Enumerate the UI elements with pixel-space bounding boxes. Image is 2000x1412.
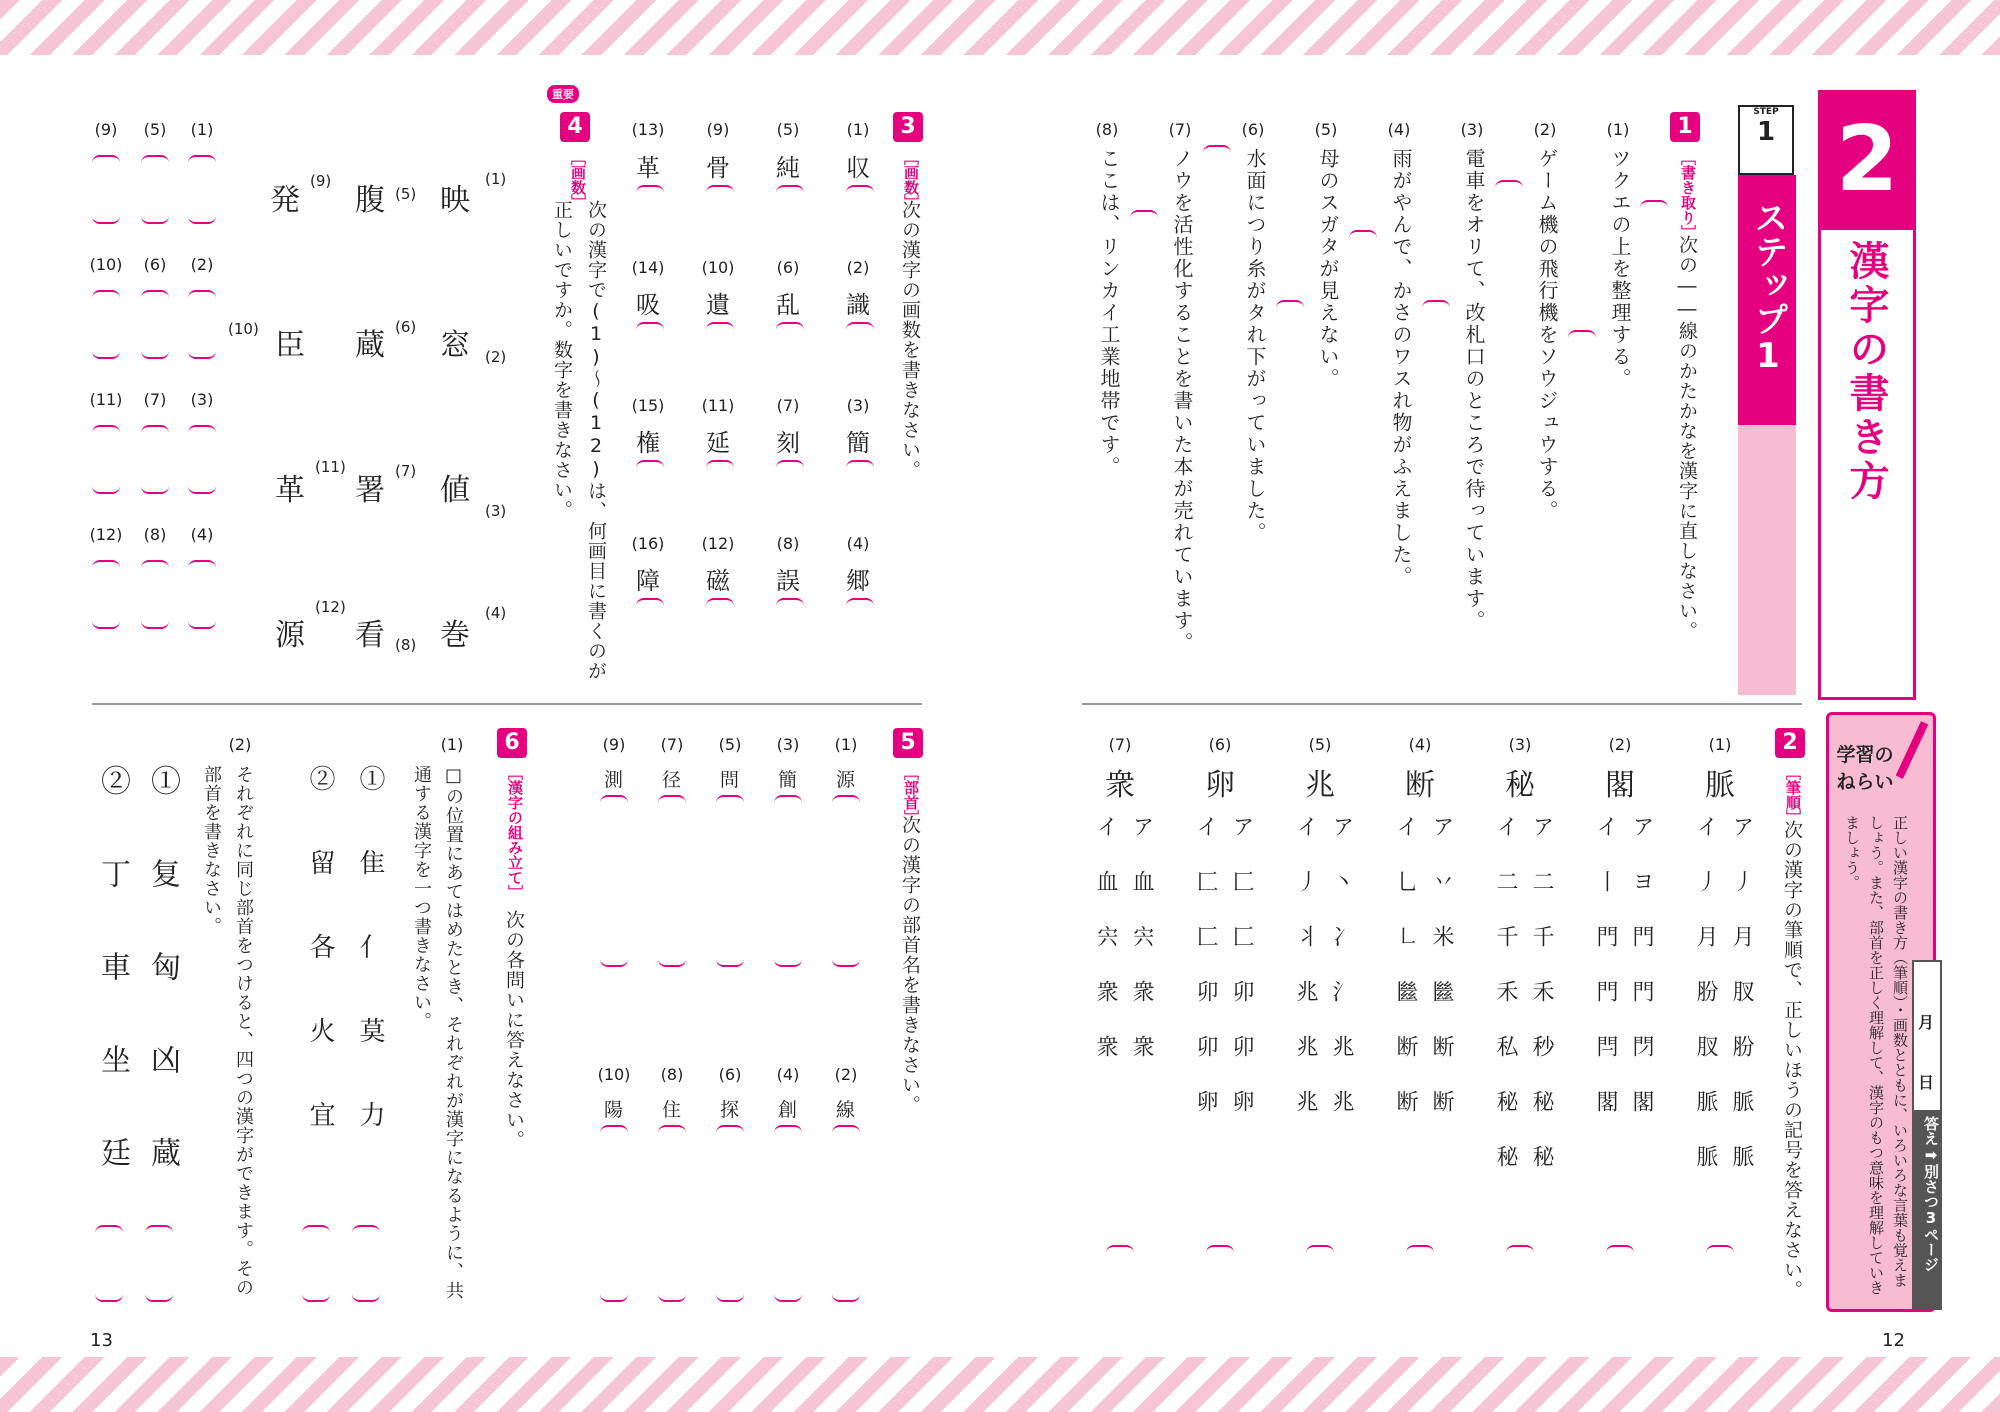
q3-item-kanji: 識 <box>846 291 870 319</box>
step-number: 1 <box>1756 117 1776 147</box>
q6-answer-bracket <box>302 1290 330 1302</box>
q5-item-num: (7) <box>660 735 684 754</box>
q4-answer-bracket <box>141 212 169 224</box>
q4-answer-bracket <box>92 212 120 224</box>
q3-item-num: (16) <box>631 534 665 553</box>
q2-choice-a: ア ヨ 門 門 閁 閣 <box>1629 815 1654 1116</box>
q2-number: 2 <box>1775 728 1805 758</box>
q1-answer-bracket <box>1203 145 1231 157</box>
q5-item-kanji: 測 <box>604 769 624 791</box>
q3-answer-bracket <box>706 322 734 334</box>
q3-item-num: (10) <box>701 258 735 277</box>
q4-answer-num: (6) <box>143 255 167 274</box>
q5-tag: ［部首］ <box>902 765 920 825</box>
q1-item-text: ここは、リンカイ工業地帯です。 <box>1097 148 1121 478</box>
q2-choice-b: イ 丨 門 門 閂 閣 <box>1593 815 1618 1116</box>
q6-part2-label: (2) <box>228 735 252 754</box>
q4-answer-bracket <box>92 425 120 437</box>
q3-item-num: (14) <box>631 258 665 277</box>
q5-item-num: (2) <box>834 1065 858 1084</box>
q4-badge: 重要 <box>547 85 579 103</box>
q4-label: (3) <box>485 502 507 520</box>
q3-answer-bracket <box>776 460 804 472</box>
q6-answer-bracket <box>95 1290 123 1302</box>
q5-answer-bracket <box>832 795 860 807</box>
q4-tag: ［画数］ <box>569 150 587 210</box>
q3-item-kanji: 刻 <box>776 429 800 457</box>
q5-item-kanji: 径 <box>662 769 682 791</box>
q2-choice-b: イ 二 千 禾 私 秘 秘 <box>1493 815 1518 1171</box>
q5-instruction: 次の漢字の部首名を書きなさい。 <box>899 815 921 1115</box>
q4-answer-bracket <box>188 212 216 224</box>
page-number-right: 12 <box>1882 1330 1905 1351</box>
q1-tag: ［書き取り］ <box>1679 150 1697 240</box>
step-flag <box>1738 105 1794 175</box>
q3-item-num: (13) <box>631 120 665 139</box>
q4-kanji: 源 <box>275 618 305 653</box>
q4-answer-num: (5) <box>143 120 167 139</box>
q4-answer-bracket <box>141 290 169 302</box>
q4-answer-bracket <box>188 560 216 572</box>
q3-item-num: (1) <box>846 120 870 139</box>
q5-answer-bracket <box>600 1290 628 1302</box>
q5-answer-bracket <box>774 795 802 807</box>
q2-item-kanji: 断 <box>1405 768 1435 803</box>
q4-answer-bracket <box>188 290 216 302</box>
q1-item-text: 雨がやんで、かさのワスれ物がふえました。 <box>1389 148 1413 588</box>
q4-answer-bracket <box>188 347 216 359</box>
q1-answer-bracket <box>1568 330 1596 342</box>
q5-item-num: (9) <box>602 735 626 754</box>
q3-item-kanji: 革 <box>636 154 660 182</box>
q5-answer-bracket <box>658 1125 686 1137</box>
q3-item-num: (11) <box>701 396 735 415</box>
q5-item-kanji: 簡 <box>778 769 798 791</box>
q5-answer-bracket <box>832 1125 860 1137</box>
q3-answer-bracket <box>776 185 804 197</box>
page-number-left: 13 <box>90 1330 113 1351</box>
q6-answer-bracket <box>95 1225 123 1237</box>
q3-item-kanji: 純 <box>776 154 800 182</box>
q2-answer-bracket <box>1106 1245 1134 1257</box>
q2-item-kanji: 兆 <box>1305 768 1335 803</box>
q2-tag: ［筆順］ <box>1784 765 1802 825</box>
q6-answer-bracket <box>352 1225 380 1237</box>
q5-item-num: (5) <box>718 735 742 754</box>
q5-answer-bracket <box>774 1290 802 1302</box>
q6-answer-bracket <box>302 1225 330 1237</box>
q4-answer-bracket <box>141 617 169 629</box>
q3-item-kanji: 乱 <box>776 291 800 319</box>
q4-answer-num: (10) <box>89 255 123 274</box>
q2-instruction: 次の漢字の筆順で、正しいほうの記号を答えなさい。 <box>1781 820 1803 1300</box>
q1-item-num: (2) <box>1533 120 1557 139</box>
q5-answer-bracket <box>716 1125 744 1137</box>
q3-item-num: (12) <box>701 534 735 553</box>
q6-part1-set1: ① 隹 亻 莫 力 <box>355 765 385 1141</box>
q4-label: (4) <box>485 604 507 622</box>
q4-answer-num: (12) <box>89 525 123 544</box>
q1-item-text: 電車をオリて、改札口のところで待っています。 <box>1462 148 1486 632</box>
q4-answer-bracket <box>188 482 216 494</box>
q3-answer-bracket <box>706 460 734 472</box>
q3-item-kanji: 権 <box>636 429 660 457</box>
q4-answer-bracket <box>92 482 120 494</box>
q2-choice-a: ア 丷 米 㡭 断 断 <box>1429 815 1454 1116</box>
q4-label: (1) <box>485 170 507 188</box>
left-divider <box>92 703 922 705</box>
q3-item-kanji: 延 <box>706 429 730 457</box>
q5-answer-bracket <box>658 955 686 967</box>
q4-answer-bracket <box>92 617 120 629</box>
answer-ref: 答え➡別さつ3ページ <box>1912 1110 1942 1310</box>
q4-answer-bracket <box>92 347 120 359</box>
q2-choice-a: ア 二 千 禾 秒 秘 秘 <box>1529 815 1554 1171</box>
right-divider <box>1082 703 1802 705</box>
q3-answer-bracket <box>706 598 734 610</box>
q1-item-num: (6) <box>1241 120 1265 139</box>
q1-item-num: (3) <box>1460 120 1484 139</box>
q3-answer-bracket <box>636 322 664 334</box>
top-stripe <box>0 0 2000 55</box>
q1-instruction: 次の――線のかたかなを漢字に直しなさい。 <box>1676 235 1698 641</box>
q3-item-num: (4) <box>846 534 870 553</box>
q1-answer-bracket <box>1130 210 1158 222</box>
q5-item-num: (1) <box>834 735 858 754</box>
bottom-stripe <box>0 1357 2000 1412</box>
q2-choice-b: イ 乚 ㇗ 㡭 断 断 <box>1393 815 1418 1116</box>
q1-item-num: (5) <box>1314 120 1338 139</box>
q5-item-num: (3) <box>776 735 800 754</box>
q3-item-num: (2) <box>846 258 870 277</box>
q4-answer-bracket <box>92 560 120 572</box>
q3-answer-bracket <box>846 460 874 472</box>
q5-item-kanji: 住 <box>662 1099 682 1121</box>
q4-kanji: 映 <box>440 183 470 218</box>
goal-text: 正しい漢字の書き方（筆順）・画数とともに、いろいろな言葉も覚えましょう。また、部首を正しく理解して、漢字のもつ意味を理解していきましょう。 <box>1843 815 1909 1295</box>
q3-item-kanji: 郷 <box>846 567 870 595</box>
q3-answer-bracket <box>776 598 804 610</box>
q4-kanji: 腹 <box>355 183 385 218</box>
q5-answer-bracket <box>832 1290 860 1302</box>
q3-item-kanji: 骨 <box>706 154 730 182</box>
q4-kanji: 署 <box>355 473 385 508</box>
q1-item-text: ノウを活性化することを書いた本が売れています。 <box>1170 148 1194 654</box>
q6-part2-set2: ② 丁 車 坐 廷 <box>95 765 130 1181</box>
q2-answer-bracket <box>1706 1245 1734 1257</box>
q2-answer-bracket <box>1306 1245 1334 1257</box>
q6-instruction: 次の各問いに答えなさい。 <box>503 910 525 1150</box>
q5-answer-bracket <box>774 1125 802 1137</box>
q4-answer-bracket <box>92 155 120 167</box>
q3-answer-bracket <box>636 598 664 610</box>
q4-answer-bracket <box>188 617 216 629</box>
q5-answer-bracket <box>600 795 628 807</box>
q2-item-num: (2) <box>1608 735 1632 754</box>
q2-choice-a: ア 丿 月 肞 肦 脈 脈 <box>1729 815 1754 1171</box>
q2-item-num: (5) <box>1308 735 1332 754</box>
q6-part2-set1: ① 复 匈 凶 蔵 <box>145 765 180 1181</box>
q6-tag: ［漢字の組み立て］ <box>506 765 524 900</box>
q3-answer-bracket <box>776 322 804 334</box>
q4-kanji: 値 <box>440 473 470 508</box>
q6-part2-text: それぞれに同じ部首をつけると、四つの漢字ができます。その部首を書きなさい。 <box>201 765 254 1297</box>
q1-answer-bracket <box>1422 300 1450 312</box>
q4-label: (7) <box>395 462 417 480</box>
q1-answer-bracket <box>1495 180 1523 192</box>
q4-answer-num: (9) <box>94 120 118 139</box>
q2-answer-bracket <box>1506 1245 1534 1257</box>
q3-item-num: (7) <box>776 396 800 415</box>
q5-item-kanji: 源 <box>836 769 856 791</box>
q1-item-num: (8) <box>1095 120 1119 139</box>
step-title: ステップ1 <box>1748 200 1788 376</box>
q2-choice-b: イ 血 宍 衆 衆 <box>1093 815 1118 1061</box>
q4-answer-bracket <box>141 347 169 359</box>
q2-choice-b: イ 丿 月 肦 肞 脈 脈 <box>1693 815 1718 1171</box>
q3-item-kanji: 簡 <box>846 429 870 457</box>
q2-answer-bracket <box>1406 1245 1434 1257</box>
q2-item-num: (7) <box>1108 735 1132 754</box>
q2-answer-bracket <box>1206 1245 1234 1257</box>
q3-item-num: (3) <box>846 396 870 415</box>
q2-choice-a: ア 丶 冫 氵 兆 兆 <box>1329 815 1354 1116</box>
q4-number: 4 <box>560 112 590 142</box>
q1-number: 1 <box>1670 112 1700 142</box>
q3-item-num: (5) <box>776 120 800 139</box>
q3-item-num: (9) <box>706 120 730 139</box>
date-month: 月 <box>1918 1013 1935 1032</box>
q3-item-num: (15) <box>631 396 665 415</box>
q5-item-kanji: 創 <box>778 1099 798 1121</box>
q5-answer-bracket <box>832 955 860 967</box>
q4-answer-num: (4) <box>190 525 214 544</box>
q5-item-num: (10) <box>597 1065 631 1084</box>
q5-answer-bracket <box>716 955 744 967</box>
q2-item-kanji: 脈 <box>1705 768 1735 803</box>
q3-instruction: 次の漢字の画数を書きなさい。 <box>899 200 921 480</box>
q2-item-num: (3) <box>1508 735 1532 754</box>
q5-answer-bracket <box>658 1290 686 1302</box>
q4-label: (8) <box>395 636 417 654</box>
q5-item-num: (8) <box>660 1065 684 1084</box>
step-label: STEP <box>1753 107 1779 117</box>
q2-item-num: (4) <box>1408 735 1432 754</box>
q4-label: (5) <box>395 185 417 203</box>
q3-item-num: (8) <box>776 534 800 553</box>
q2-item-num: (6) <box>1208 735 1232 754</box>
q3-item-kanji: 吸 <box>636 291 660 319</box>
q4-answer-bracket <box>141 155 169 167</box>
q1-item-text: ツクエの上を整理する。 <box>1608 148 1632 390</box>
q3-answer-bracket <box>846 598 874 610</box>
q5-answer-bracket <box>716 795 744 807</box>
q2-choice-a: ア 血 宍 衆 衆 <box>1129 815 1154 1061</box>
q4-label: (12) <box>315 598 346 616</box>
q6-part1-label: (1) <box>440 735 464 754</box>
q4-kanji: 革 <box>275 473 305 508</box>
q4-kanji: 臣 <box>275 328 305 363</box>
q5-item-kanji: 陽 <box>604 1099 624 1121</box>
chapter-number: 2 <box>1835 107 1899 212</box>
q4-kanji: 看 <box>355 618 385 653</box>
q3-item-kanji: 収 <box>846 154 870 182</box>
q4-answer-bracket <box>141 425 169 437</box>
q4-answer-bracket <box>141 560 169 572</box>
q4-label: (9) <box>310 172 332 190</box>
q5-item-num: (6) <box>718 1065 742 1084</box>
q3-answer-bracket <box>706 185 734 197</box>
q6-answer-bracket <box>145 1290 173 1302</box>
q4-answer-num: (2) <box>190 255 214 274</box>
q5-item-num: (4) <box>776 1065 800 1084</box>
q5-item-kanji: 問 <box>720 769 740 791</box>
q3-answer-bracket <box>846 322 874 334</box>
date-day: 日 <box>1918 1073 1935 1092</box>
q2-item-num: (1) <box>1708 735 1732 754</box>
q4-answer-bracket <box>92 290 120 302</box>
q6-part1-text: □の位置にあてはめたとき、それぞれが漢字になるように、共通する漢字を一つ書きなさい。 <box>411 765 464 1300</box>
q1-answer-bracket <box>1640 200 1668 212</box>
q4-answer-num: (3) <box>190 390 214 409</box>
q1-item-num: (1) <box>1606 120 1630 139</box>
q5-answer-bracket <box>716 1290 744 1302</box>
q3-tag: ［画数］ <box>902 150 920 210</box>
q4-answer-bracket <box>188 155 216 167</box>
q4-kanji: 巻 <box>440 618 470 653</box>
q6-answer-bracket <box>352 1290 380 1302</box>
q5-item-kanji: 線 <box>836 1099 856 1121</box>
q1-item-text: ゲーム機の飛行機をソウジュウする。 <box>1535 148 1559 522</box>
q5-answer-bracket <box>600 955 628 967</box>
q3-item-num: (6) <box>776 258 800 277</box>
chapter-number-box <box>1818 90 1916 230</box>
q4-answer-num: (1) <box>190 120 214 139</box>
q4-answer-num: (11) <box>89 390 123 409</box>
q2-answer-bracket <box>1606 1245 1634 1257</box>
q6-number: 6 <box>497 728 527 758</box>
q3-answer-bracket <box>636 185 664 197</box>
q5-answer-bracket <box>600 1125 628 1137</box>
q2-item-kanji: 卵 <box>1205 768 1235 803</box>
q3-item-kanji: 誤 <box>776 567 800 595</box>
q4-label: (11) <box>315 458 346 476</box>
q2-choice-b: イ 匚 匚 卯 卯 卵 <box>1193 815 1218 1116</box>
q5-answer-bracket <box>658 795 686 807</box>
q5-number: 5 <box>893 728 923 758</box>
q6-answer-bracket <box>145 1225 173 1237</box>
q1-item-num: (4) <box>1387 120 1411 139</box>
q4-answer-bracket <box>188 425 216 437</box>
q3-item-kanji: 障 <box>636 567 660 595</box>
q4-answer-num: (7) <box>143 390 167 409</box>
q2-item-kanji: 衆 <box>1105 768 1135 803</box>
q4-kanji: 窓 <box>440 328 470 363</box>
q3-number: 3 <box>893 112 923 142</box>
q3-item-kanji: 磁 <box>706 567 730 595</box>
q3-item-kanji: 遺 <box>706 291 730 319</box>
q5-item-kanji: 探 <box>720 1099 740 1121</box>
q1-item-text: 母のスガタが見えない。 <box>1316 148 1340 390</box>
goal-title: 学習のねらい <box>1836 744 1894 793</box>
q5-answer-bracket <box>774 955 802 967</box>
q1-answer-bracket <box>1276 300 1304 312</box>
q2-item-kanji: 秘 <box>1505 768 1535 803</box>
q6-part1-set2: ② 留 各 火 宜 <box>305 765 335 1141</box>
q4-label: (10) <box>228 320 259 338</box>
chapter-title: 漢字の書き方 <box>1843 240 1889 504</box>
q3-answer-bracket <box>846 185 874 197</box>
q1-answer-bracket <box>1349 230 1377 242</box>
q3-answer-bracket <box>636 460 664 472</box>
q4-label: (2) <box>485 348 507 366</box>
q4-answer-num: (8) <box>143 525 167 544</box>
q4-kanji: 発 <box>270 183 300 218</box>
q4-answer-bracket <box>141 482 169 494</box>
q4-label: (6) <box>395 318 417 336</box>
q2-choice-a: ア 匚 匚 卯 卯 卵 <box>1229 815 1254 1116</box>
q4-instruction: 次の漢字で(1)〜(12)は、何画目に書くのが正しいですか。数字を書きなさい。 <box>551 200 607 681</box>
q1-item-num: (7) <box>1168 120 1192 139</box>
q2-item-kanji: 閣 <box>1605 768 1635 803</box>
q2-choice-b: イ 丿 丬 兆 兆 兆 <box>1293 815 1318 1116</box>
q1-item-text: 水面につり糸がタれ下がっていました。 <box>1243 148 1267 544</box>
q4-kanji: 蔵 <box>355 328 385 363</box>
